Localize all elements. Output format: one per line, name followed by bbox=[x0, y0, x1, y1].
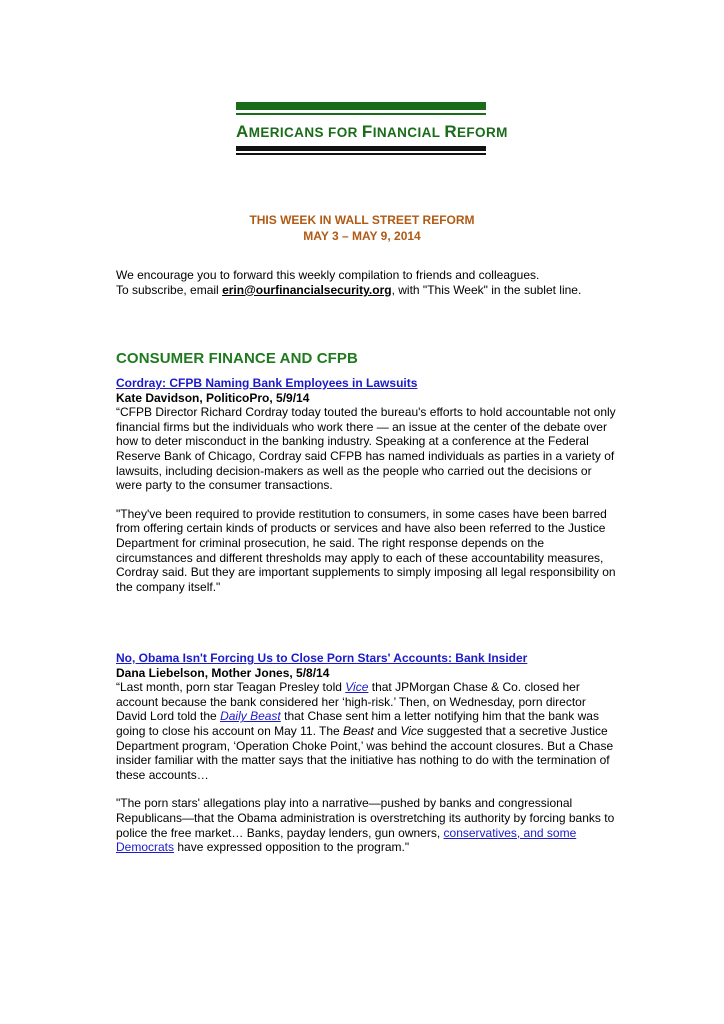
article-byline: Kate Davidson, PoliticoPro, 5/9/14 bbox=[116, 390, 310, 405]
logo-bottom-bar bbox=[236, 146, 486, 151]
article-paragraph: "They've been required to provide restitution to consumers, in some cases have been barred from offering certain kinds of products or services and have also been referred to the Justice Department for criminal prosecution, he said. The right response depends on the circumstances and different thresholds may apply to each of these accountability measures, Cordray said. But they are important supplements to simply imposing all legal responsibility on the company itself." bbox=[116, 506, 616, 594]
logo-bottom-thin-bar bbox=[236, 153, 486, 155]
article bbox=[116, 376, 616, 594]
logo-top-bar bbox=[236, 102, 486, 110]
article-paragraph: "The porn stars' allegations play into a narrative—pushed by banks and congressional Republicans—that the Obama administration is overstretching its authority by forcing banks to police the free market… Banks, payday lenders, gun owners, conservatives, and some Democrats have expressed opposition to the program." bbox=[116, 796, 615, 855]
article-headline-link[interactable]: No, Obama Isn't Forcing Us to Close Porn Stars' Accounts: Bank Insider bbox=[116, 651, 528, 665]
logo-wordmark: AMERICANS FOR FINANCIAL REFORM bbox=[236, 122, 508, 141]
daily-beast-link[interactable]: Daily Beast bbox=[220, 709, 281, 724]
report-dates: MAY 3 – MAY 9, 2014 bbox=[303, 229, 421, 243]
logo-top-thin-bar bbox=[236, 113, 486, 115]
afr-logo bbox=[236, 102, 508, 155]
intro-line-2: To subscribe, email erin@ourfinancialsecurity.org, with "This Week" in the sublet line. bbox=[116, 282, 582, 297]
article-paragraph: “CFPB Director Richard Cordray today touted the bureau's efforts to hold accountable not only financial firms but the individuals who work there — an issue at the center of the debate over how to deter misconduct in the banking industry. Speaking at a conference at the Federal Reserve Bank of Chicago, Cordray said CFPB has named individuals as parties in a variety of lawsuits, including decision-makers as well as the people who carried out the decisions or were party to the consumer transactions. bbox=[116, 405, 616, 493]
article-byline: Dana Liebelson, Mother Jones, 5/8/14 bbox=[116, 665, 330, 680]
report-title-block bbox=[0, 212, 724, 244]
article bbox=[116, 651, 616, 855]
subscribe-email-link[interactable]: erin@ourfinancialsecurity.org bbox=[222, 282, 392, 297]
report-title: THIS WEEK IN WALL STREET REFORM bbox=[249, 213, 475, 227]
intro-text bbox=[116, 268, 616, 297]
vice-link[interactable]: Vice bbox=[345, 680, 369, 695]
article-paragraph: “Last month, porn star Teagan Presley told Vice that JPMorgan Chase & Co. closed her account because the bank considered her ‘high-risk.’ Then, on Wednesday, porn director David Lord told the Daily Beast that Chase sent him a letter notifying him that the bank was going to close his account on May 11. The Beast and Vice suggested that a secretive Justice Department program, ‘Operation Choke Point,’ was behind the account closures. But a Chase insider familiar with the matter says that the initiative has nothing to do with the termination of these accounts… bbox=[116, 680, 614, 782]
conservatives-democrats-link[interactable]: conservatives, and some Democrats bbox=[116, 825, 577, 855]
article-headline-link[interactable]: Cordray: CFPB Naming Bank Employees in Lawsuits bbox=[116, 376, 418, 390]
intro-line-1: We encourage you to forward this weekly compilation to friends and colleagues. bbox=[116, 268, 540, 282]
section-heading: CONSUMER FINANCE AND CFPB bbox=[116, 350, 358, 367]
